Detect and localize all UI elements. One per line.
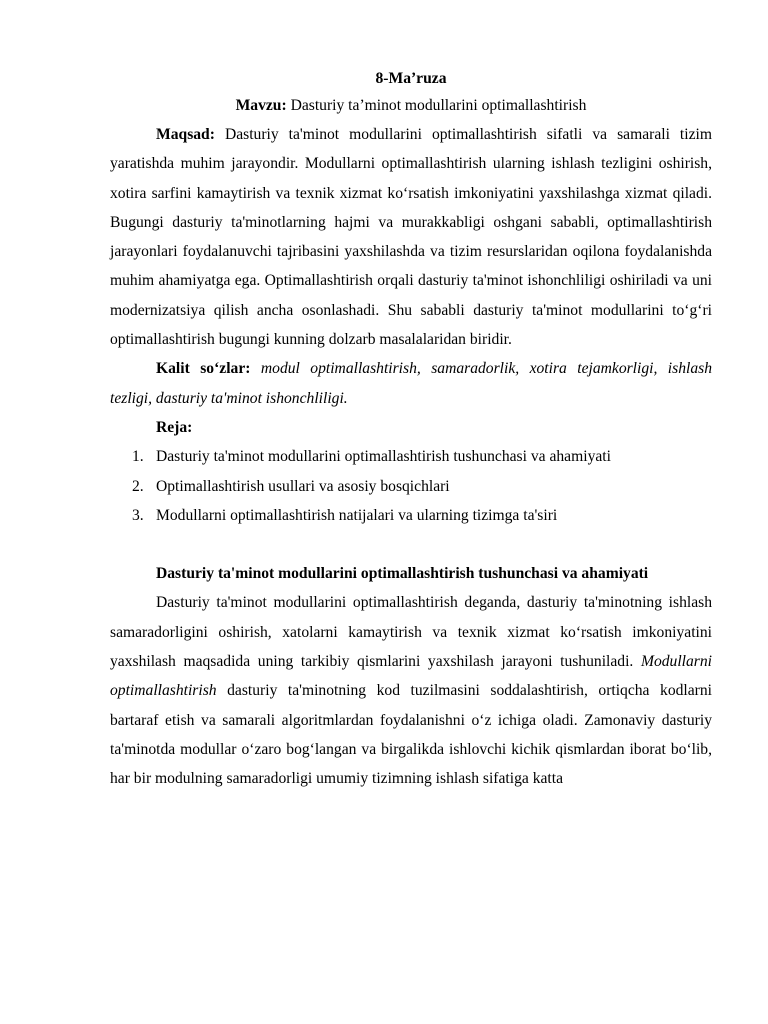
blank-line [110,530,712,559]
plan-item [110,472,712,501]
plan-item-number: 2. [132,477,144,495]
lecture-title: 8-Ma’ruza [375,70,447,87]
plan-list [110,442,712,530]
plan-heading [110,413,712,442]
goal-label: Maqsad: [156,126,215,143]
plan-item-number: 3. [132,506,144,524]
section-text-end: dasturiy ta'minotning kod tuzilmasini soddalashtirish, ortiqcha kodlarni bartaraf etish va samarali algoritmlardan foydalanishni o‘z ichiga oladi. Zamonaviy dasturiy ta'minotda modullar o‘zaro bog‘langan va birgalikda ishlovchi kichik qismlardan iborat bo‘lib, har bir modulning samaradorligi umumiy tizimning ishlash sifatiga katta [110,682,712,788]
plan-item-text: Dasturiy ta'minot modullarini optimallashtirish tushunchasi va ahamiyati [156,448,611,466]
topic-text: Dasturiy ta’minot modullarini optimallashtirish [286,97,587,114]
plan-item-text: Modullarni optimallashtirish natijalari va ularning tizimga ta'siri [156,506,558,524]
plan-label: Reja: [156,418,193,436]
section-paragraph [110,588,712,793]
topic-label: Mavzu: [235,97,287,114]
goal-paragraph [110,120,712,354]
keywords-paragraph [110,354,712,413]
section-heading: Dasturiy ta'minot modullarini optimallashtirish tushunchasi va ahamiyati [156,565,649,583]
keywords-text: modul optimallashtirish, samaradorlik, xotira tejamkorligi, ishlash tezligi, dasturiy ta'minot ishonchliligi. [110,360,713,407]
topic-line [110,92,712,120]
section-text-start: Dasturiy ta'minot modullarini optimallashtirish deganda, dasturiy ta'minotning ishlash samaradorligini oshirish, xatolarni kamaytirish va texnik xizmat ko‘rsatish imkoniyatini yaxshilash maqsadida uning tarkibiy qismlarini yaxshilash jarayoni tushuniladi. [110,594,712,671]
section-text-italic: Modullarni optimallashtirish [110,653,712,700]
keywords-label: Kalit so‘zlar: [156,360,251,378]
plan-item [110,442,712,471]
plan-item-text: Optimallashtirish usullari va asosiy bosqichlari [156,477,450,495]
document-page [110,66,712,794]
plan-item [110,501,712,530]
plan-item-number: 1. [132,448,144,466]
goal-text: Dasturiy ta'minot modullarini optimallashtirish sifatli va samarali tizim yaratishda muhim jarayondir. Modullarni optimallashtirish ularning ishlash tezligini oshirish, xotira sarfini kamaytirish va texnik xizmat ko‘rsatish imkoniyatini yaxshilashga xizmat qiladi. Bugungi dasturiy ta'minotlarning hajmi va murakkabligi oshgani sababli, optimallashtirish jarayonlari foydalanuvchi tajribasini yaxshilashda va tizim resurslaridan oqilona foydalanishda muhim ahamiyatga ega. Optimallashtirish orqali dasturiy ta'minot ishonchliligi oshiriladi va uni modernizatsiya qilish ancha osonlashadi. Shu sababli dasturiy ta'minot modullarini to‘g‘ri optimallashtirish bugungi kunning dolzarb masalalaridan biridir. [110,126,712,349]
